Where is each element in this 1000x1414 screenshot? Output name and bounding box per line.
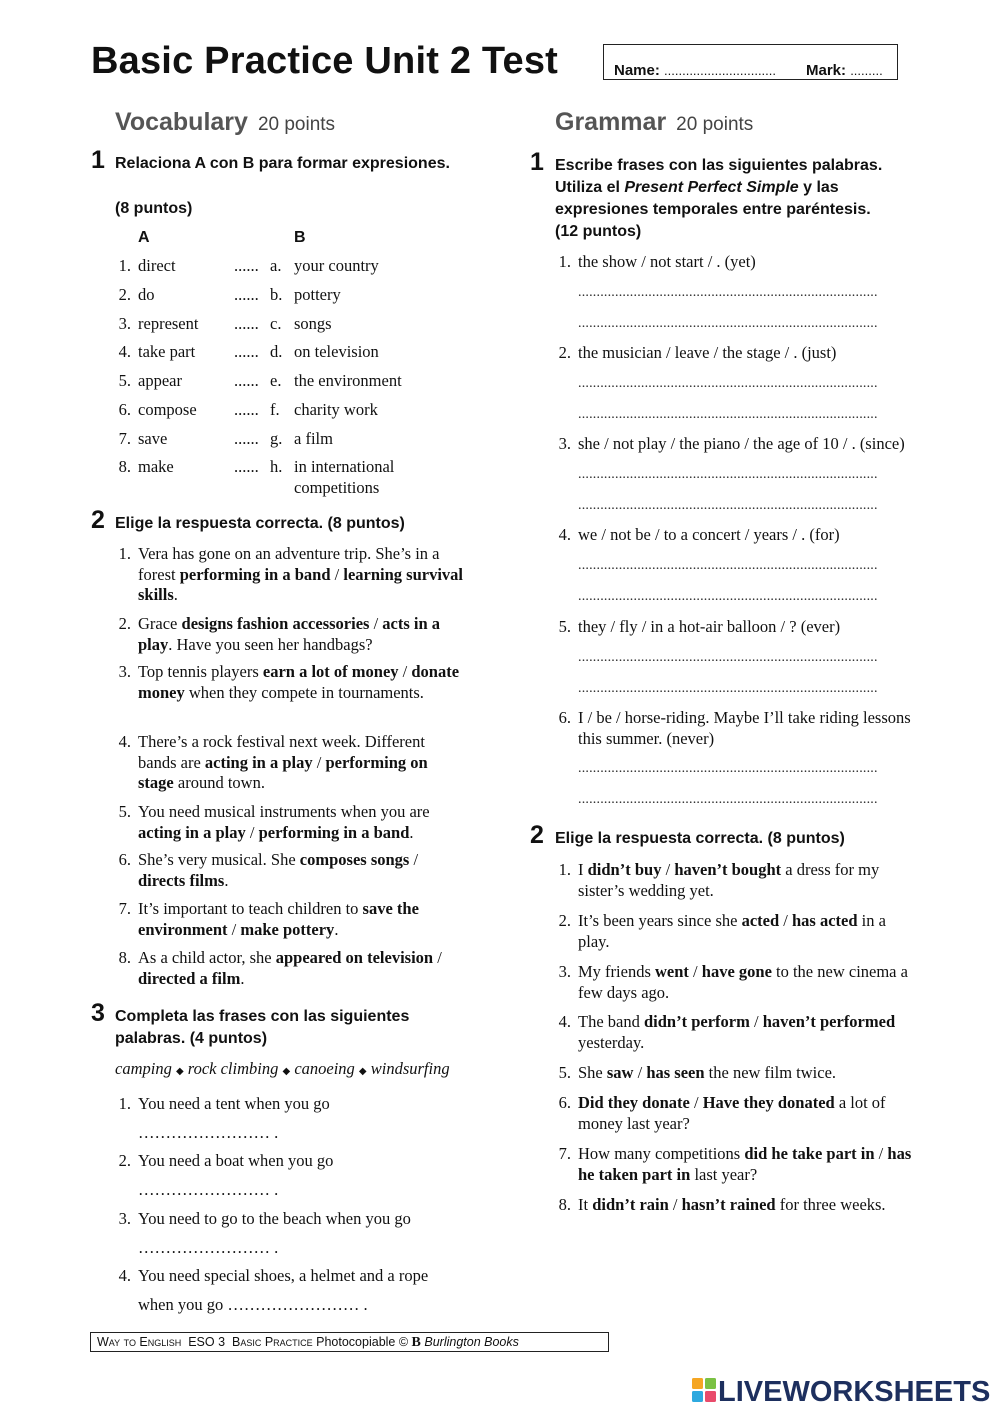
name-label: Name: [614, 62, 660, 79]
answer-line[interactable]: ................................................................................. [578, 467, 878, 482]
column-b-item: songs [294, 314, 332, 333]
option-separator: / [245, 822, 259, 842]
answer-line[interactable]: ................................................................................. [578, 558, 878, 573]
answer-blank[interactable]: ...... [234, 314, 259, 333]
name-mark-box [603, 44, 898, 80]
sentence-part: in a play. [578, 911, 886, 951]
footer-level: ESO 3 [188, 1335, 226, 1349]
answer-blank[interactable]: ...... [234, 256, 259, 275]
watermark-text: LIVEWORKSHEETS [718, 1376, 991, 1408]
item-number: 5. [118, 802, 131, 821]
liveworksheets-watermark [692, 1376, 990, 1409]
option-b[interactable]: haven’t bought [674, 860, 782, 879]
option-separator: / [633, 1063, 647, 1082]
prompt-text: I / be / horse-riding. Maybe I’ll take riding lessons this summer. (never) [578, 708, 911, 748]
option-a[interactable]: Did they donate [578, 1093, 690, 1112]
item-number: 5. [118, 371, 131, 390]
answer-line[interactable]: ................................................................................. [578, 681, 878, 696]
sentence-part: around town. [173, 773, 265, 792]
option-separator: / [749, 1012, 763, 1031]
item-number: 2. [558, 343, 571, 362]
option-a[interactable]: didn’t rain [592, 1195, 669, 1214]
answer-blank[interactable]: …………………… . [138, 1180, 279, 1199]
column-b-letter: b. [270, 285, 283, 304]
sentence-part: . [334, 919, 339, 939]
option-a[interactable]: composes songs [299, 850, 410, 869]
option-separator: / [779, 911, 792, 930]
item-number: 1. [558, 860, 571, 879]
sentence-part: The band [578, 1012, 644, 1031]
prompt-text: we / not be / to a concert / years / . (for) [578, 525, 840, 544]
column-b-letter: a. [270, 256, 282, 275]
option-separator: / [330, 564, 344, 584]
sentence-part: My friends [578, 962, 655, 981]
sentence-part: to the new cinema a few days ago. [578, 962, 908, 1002]
option-b[interactable]: has seen [646, 1063, 705, 1082]
column-b-letter: c. [270, 314, 282, 333]
item-number: 2. [118, 285, 131, 304]
option-separator: / [433, 948, 442, 967]
item-text [138, 1204, 473, 1262]
vocab-ex1-number: 1 [91, 146, 105, 174]
item-text [578, 1012, 913, 1053]
option-b[interactable]: directs films [138, 870, 225, 890]
sentence-part: yesterday. [578, 1032, 645, 1052]
sentence-part: You need special shoes, a helmet and a rope [138, 1266, 429, 1285]
grammar-title: Grammar [555, 108, 667, 136]
option-a[interactable]: performing in a band [179, 564, 331, 584]
word-bank-item: rock climbing [187, 1059, 279, 1078]
item-text [578, 1093, 913, 1134]
item-number: 6. [118, 400, 131, 419]
item-text [138, 732, 463, 794]
item-number: 7. [118, 899, 131, 918]
column-a-item: take part [138, 342, 196, 361]
item-number: 6. [558, 708, 571, 727]
answer-blank[interactable]: …………………… . [227, 1295, 368, 1314]
option-b[interactable]: donate money [138, 662, 460, 702]
vocabulary-title: Vocabulary [115, 108, 248, 136]
column-a-item: compose [138, 400, 197, 419]
sentence-part: As a child actor, she [138, 948, 276, 967]
item-number: 8. [118, 948, 131, 967]
option-b[interactable]: performing on stage [138, 752, 428, 792]
column-b-letter: g. [270, 429, 283, 448]
prompt-text: she / not play / the piano / the age of 10 / . (since) [578, 434, 905, 453]
option-b[interactable]: learning survival skills [138, 564, 463, 604]
item-text [578, 1063, 913, 1084]
column-a-item: do [138, 285, 155, 304]
sentence-part: last year? [690, 1164, 758, 1184]
column-a-item: make [138, 457, 174, 476]
answer-blank[interactable]: ...... [234, 342, 259, 361]
sentence-part: . [224, 870, 229, 890]
sentence-part: You need to go to the beach when you go [138, 1209, 411, 1228]
column-b-letter: h. [270, 457, 283, 476]
item-number: 3. [558, 434, 571, 453]
sentence-part: It [578, 1195, 593, 1214]
column-b-item: pottery [294, 285, 341, 304]
vocabulary-points: 20 points [257, 114, 336, 135]
item-text [138, 1261, 473, 1319]
sentence-part: Top tennis players [138, 662, 263, 681]
answer-line[interactable]: ................................................................................. [578, 589, 878, 604]
answer-blank[interactable]: …………………… . [138, 1123, 279, 1142]
answer-blank[interactable]: ...... [234, 429, 259, 448]
sentence-part: . [409, 822, 414, 842]
option-separator: / [398, 662, 412, 681]
matching-row [113, 456, 473, 500]
option-separator: / [369, 614, 383, 633]
item-number: 4. [118, 342, 131, 361]
item-text [578, 860, 913, 901]
footer-book: Basic Practice [232, 1335, 313, 1349]
item-text [578, 962, 913, 1003]
option-separator: / [668, 1195, 682, 1214]
item-text [138, 1146, 473, 1204]
bullet-icon: ◆ [358, 1066, 367, 1077]
sentence-part: . [173, 585, 178, 604]
sentence-part: There’s a rock festival next week. Different bands are [138, 732, 425, 772]
column-b-item: your country [294, 256, 379, 275]
option-a[interactable]: acting in a play [204, 752, 313, 772]
sentence-part: You need musical instruments when you are [138, 802, 430, 821]
item-number: 3. [118, 1209, 131, 1228]
grammar-ex1-instruction [555, 155, 905, 243]
column-a-item: represent [138, 314, 199, 333]
answer-line[interactable]: ................................................................................. [578, 407, 878, 422]
bullet-icon: ◆ [282, 1066, 291, 1077]
word-bank-item: canoeing [294, 1059, 355, 1078]
option-a[interactable]: didn’t perform [643, 1012, 750, 1031]
column-a-header: A [138, 229, 150, 246]
item-number: 6. [558, 1093, 571, 1112]
vocab-ex1-instruction: Relaciona A con B para formar expresiones. [115, 155, 450, 172]
column-b-letter: d. [270, 342, 283, 361]
item-text [578, 1144, 913, 1185]
option-a[interactable]: did he take part in [744, 1144, 875, 1163]
bullet-icon: ◆ [175, 1066, 184, 1077]
answer-line[interactable]: ................................................................................. [578, 285, 878, 300]
option-separator: / [688, 962, 702, 981]
option-b[interactable]: has he taken part in [578, 1144, 912, 1184]
column-b-item: in international competitions [294, 457, 395, 497]
column-b-header: B [294, 229, 306, 246]
sentence-part: It’s important to teach children to [138, 899, 363, 918]
item-number: 1. [118, 544, 131, 563]
item-text [578, 911, 913, 952]
grammar-ex1-number: 1 [530, 148, 544, 176]
sentence-part: It’s been years since she [578, 911, 742, 930]
page-title: Basic Practice Unit 2 Test [91, 40, 559, 82]
column-b-item: on television [294, 342, 379, 361]
answer-line[interactable]: ................................................................................. [578, 498, 878, 513]
option-separator: / [312, 752, 326, 772]
item-number: 2. [118, 1151, 131, 1170]
grammar-ex2-number: 2 [530, 821, 544, 849]
option-b[interactable]: haven’t performed [762, 1012, 896, 1031]
sentence-part: when you go [138, 1295, 224, 1314]
vocab-ex3-number: 3 [91, 999, 105, 1027]
column-b-item: charity work [294, 400, 378, 419]
item-number: 8. [118, 457, 131, 476]
sentence-part: a lot of money last year? [578, 1093, 886, 1133]
item-number: 2. [558, 911, 571, 930]
option-b[interactable]: have gone [701, 962, 772, 981]
item-number: 7. [118, 429, 131, 448]
grammar-ex1-points: (12 puntos) [555, 223, 642, 240]
option-separator: / [874, 1144, 888, 1163]
option-b[interactable]: make pottery [240, 919, 335, 939]
sentence-part: a dress for my sister’s wedding yet. [578, 860, 880, 900]
column-a-item: save [138, 429, 168, 448]
word-bank-item: windsurfing [370, 1059, 450, 1078]
option-separator: / [689, 1093, 703, 1112]
item-number: 3. [558, 962, 571, 981]
answer-blank[interactable]: ...... [234, 400, 259, 419]
option-a[interactable]: acted [741, 911, 780, 930]
item-number: 5. [558, 617, 571, 636]
vocab-ex2-number: 2 [91, 506, 105, 534]
instruction-emphasis: Present Perfect Simple [624, 179, 799, 196]
item-text [138, 948, 463, 989]
footer-copyright: Photocopiable © [316, 1335, 409, 1349]
sentence-part: How many competitions [578, 1144, 745, 1163]
instruction-text: Escribe frases con las siguientes palabras. Utiliza el [555, 157, 883, 196]
vocabulary-heading [115, 108, 335, 137]
answer-line[interactable]: ................................................................................. [578, 376, 878, 391]
column-a-item: appear [138, 371, 182, 390]
option-separator: / [227, 919, 241, 939]
sentence-part: Vera has gone on an adventure trip. She’s in a forest [138, 544, 440, 584]
answer-blank[interactable]: ...... [234, 371, 259, 390]
column-b-item: a film [294, 429, 333, 448]
option-b[interactable]: Have they donated [702, 1093, 835, 1112]
option-separator: / [409, 850, 419, 869]
option-b[interactable]: directed a film [138, 968, 241, 988]
item-number: 4. [558, 1012, 571, 1031]
grammar-ex2-instruction: Elige la respuesta correcta. (8 puntos) [555, 830, 845, 847]
sentence-part: Grace [138, 614, 182, 633]
column-b-item: the environment [294, 371, 402, 390]
prompt-text: the show / not start / . (yet) [578, 252, 756, 271]
vocab-ex2-instruction: Elige la respuesta correcta. (8 puntos) [115, 515, 405, 532]
vocab-ex1-points: (8 puntos) [115, 200, 193, 217]
sentence-part: You need a boat when you go [138, 1151, 334, 1170]
sentence-part: the new film twice. [704, 1063, 837, 1082]
answer-line[interactable]: ................................................................................. [578, 650, 878, 665]
item-number: 2. [118, 614, 131, 633]
mark-field[interactable]: ......... [850, 63, 883, 78]
sentence-part: She’s very musical. She [138, 850, 300, 869]
item-number: 7. [558, 1144, 571, 1163]
prompt-text: they / fly / in a hot-air balloon / ? (ever) [578, 617, 841, 636]
footer-series: Way to English [97, 1335, 182, 1349]
option-b[interactable]: performing in a band [258, 822, 410, 842]
column-b-letter: f. [270, 400, 280, 419]
answer-line[interactable]: ................................................................................. [578, 316, 878, 331]
item-text [138, 662, 463, 703]
grammar-heading [555, 108, 753, 137]
option-a[interactable]: appeared on television [275, 948, 434, 967]
item-text [138, 1089, 473, 1147]
item-text [138, 802, 463, 843]
item-text [138, 850, 463, 891]
option-b[interactable]: has acted [792, 911, 858, 930]
answer-blank[interactable]: ...... [234, 457, 259, 476]
answer-blank[interactable]: ...... [234, 285, 259, 304]
item-number: 1. [118, 1094, 131, 1113]
item-number: 3. [118, 314, 131, 333]
item-text [138, 899, 463, 940]
sentence-part: You need a tent when you go [138, 1094, 330, 1113]
item-number: 8. [558, 1195, 571, 1214]
name-field[interactable]: ............................... [664, 63, 776, 78]
footer-publisher: Burlington Books [424, 1335, 519, 1349]
answer-line[interactable]: ................................................................................. [578, 761, 878, 776]
item-number: 4. [118, 1266, 131, 1285]
column-a-item: direct [138, 256, 176, 275]
option-separator: / [661, 860, 675, 879]
item-number: 6. [118, 850, 131, 869]
item-text [578, 1195, 913, 1216]
word-bank-item: camping [115, 1059, 172, 1078]
sentence-part: She [578, 1063, 607, 1082]
item-number: 3. [118, 662, 131, 681]
footer-credit [90, 1332, 609, 1352]
item-number: 1. [558, 252, 571, 271]
option-a[interactable]: earn a lot of money [262, 662, 399, 681]
sentence-part: . Have you seen her handbags? [168, 634, 373, 654]
item-number: 4. [558, 525, 571, 544]
option-a[interactable]: didn’t buy [587, 860, 662, 879]
option-b[interactable]: hasn’t rained [681, 1195, 776, 1214]
sentence-part: I [578, 860, 588, 879]
instruction-text: y las expresiones temporales entre paréntesis. [555, 179, 871, 218]
prompt-text: the musician / leave / the stage / . (just) [578, 343, 837, 362]
item-text [138, 544, 463, 606]
item-number: 1. [118, 256, 131, 275]
item-number: 4. [118, 732, 131, 751]
option-a[interactable]: acting in a play [138, 822, 246, 842]
vocab-ex3-instruction: Completa las frases con las siguientes palabras. (4 puntos) [115, 1008, 410, 1047]
word-bank [115, 1058, 450, 1082]
answer-blank[interactable]: …………………… . [138, 1238, 279, 1257]
liveworksheets-logo-icon [692, 1378, 716, 1402]
sentence-part: . [240, 968, 245, 988]
option-b[interactable]: acts in a play [138, 614, 441, 654]
column-b-letter: e. [270, 371, 282, 390]
sentence-part: for three weeks. [775, 1195, 886, 1214]
item-number: 5. [558, 1063, 571, 1082]
sentence-part: when they compete in tournaments. [184, 682, 424, 702]
mark-label: Mark: [806, 62, 847, 79]
grammar-points: 20 points [676, 114, 754, 135]
option-a[interactable]: went [655, 962, 689, 981]
option-a[interactable]: save the environment [138, 899, 419, 939]
option-a[interactable]: designs fashion accessories [181, 614, 370, 633]
option-a[interactable]: saw [606, 1063, 634, 1082]
item-text [138, 614, 463, 655]
burlington-logo-icon: B [411, 1335, 421, 1350]
answer-line[interactable]: ................................................................................. [578, 792, 878, 807]
